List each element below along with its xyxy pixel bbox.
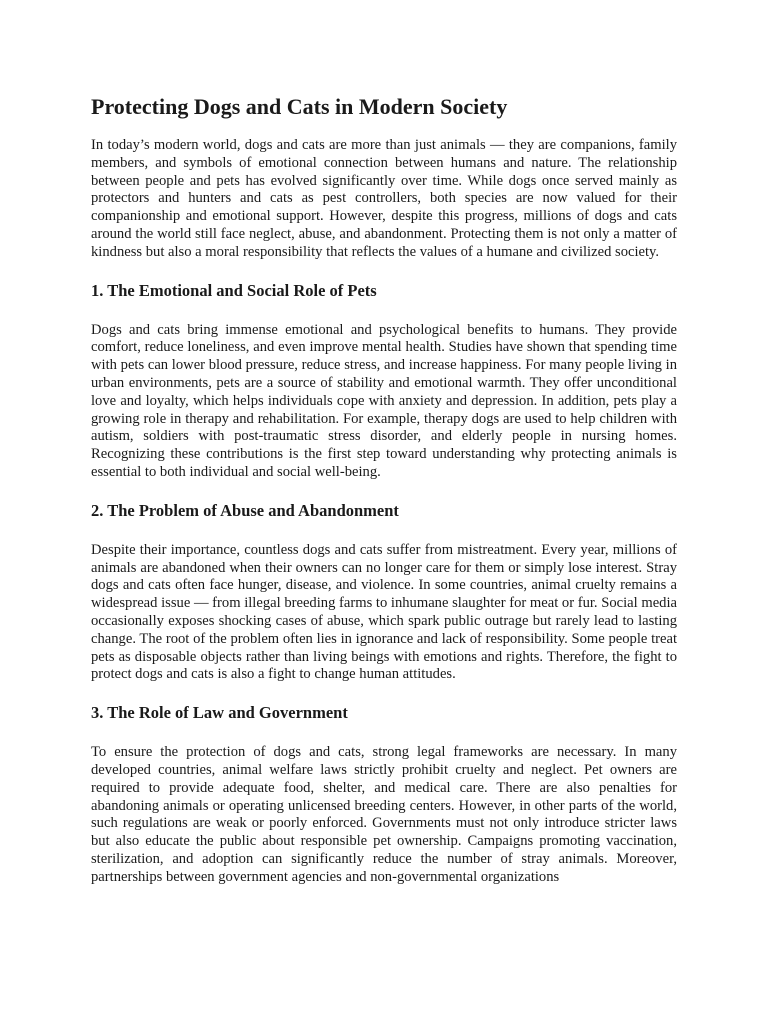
- document-title: Protecting Dogs and Cats in Modern Society: [91, 94, 508, 119]
- document-page: [91, 93, 677, 887]
- section-body-2: Despite their importance, countless dogs and cats suffer from mistreatment. Every year, millions of animals are abandoned when their owners can no longer care for them or simply lose interest. Stray dogs and cats often face hunger, disease, and violence. In some countries, animal cruelty remains a widespread issue — from illegal breeding farms to inhumane slaughter for meat or fur. Social media occasionally exposes shocking cases of abuse, which spark public outrage but rarely lead to lasting change. The root of the problem often lies in ignorance and lack of responsibility. Some people treat pets as disposable objects rather than living beings with emotions and rights. Therefore, the fight to protect dogs and cats is also a fight to change human attitudes.: [91, 541, 678, 683]
- section-body-1: Dogs and cats bring immense emotional and psychological benefits to humans. They provide comfort, reduce loneliness, and even improve mental health. Studies have shown that spending time with pets can lower blood pressure, reduce stress, and increase happiness. For many people living in urban environments, pets are a source of stability and emotional warmth. They offer unconditional love and loyalty, which helps individuals cope with anxiety and depression. In addition, pets play a growing role in therapy and rehabilitation. For example, therapy dogs are used to help children with autism, soldiers with post-traumatic stress disorder, and elderly people in nursing homes. Recognizing these contributions is the first step toward understanding why protecting animals is essential to both individual and social well-being.: [91, 321, 677, 480]
- section-heading-2: 2. The Problem of Abuse and Abandonment: [91, 500, 399, 520]
- intro-paragraph: In today’s modern world, dogs and cats are more than just animals — they are companions, family members, and symbols of emotional connection between humans and nature. The relationship between people and pets has evolved significantly over time. While dogs once served mainly as protectors and hunters and cats as pest controllers, both species are now valued for their companionship and emotional support. However, despite this progress, millions of dogs and cats around the world still face neglect, abuse, and abandonment. Protecting them is not only a matter of kindness but also a moral responsibility that reflects the values of a humane and civilized society.: [91, 137, 677, 260]
- section-heading-3: 3. The Role of Law and Government: [91, 703, 348, 723]
- section-body-3: To ensure the protection of dogs and cats, strong legal frameworks are necessary. In many developed countries, animal welfare laws strictly prohibit cruelty and neglect. Pet owners are required to provide adequate food, shelter, and medical care. There are also penalties for abandoning animals or operating unlicensed breeding centers. However, in other parts of the world, such regulations are weak or poorly enforced. Governments must not only introduce stricter laws but also educate the public about responsible pet ownership. Campaigns promoting vaccination, sterilization, and adoption can significantly reduce the number of stray animals. Moreover, partnerships between government agencies and non-governmental organizations: [91, 744, 677, 885]
- section-heading-1: 1. The Emotional and Social Role of Pets: [91, 280, 377, 300]
